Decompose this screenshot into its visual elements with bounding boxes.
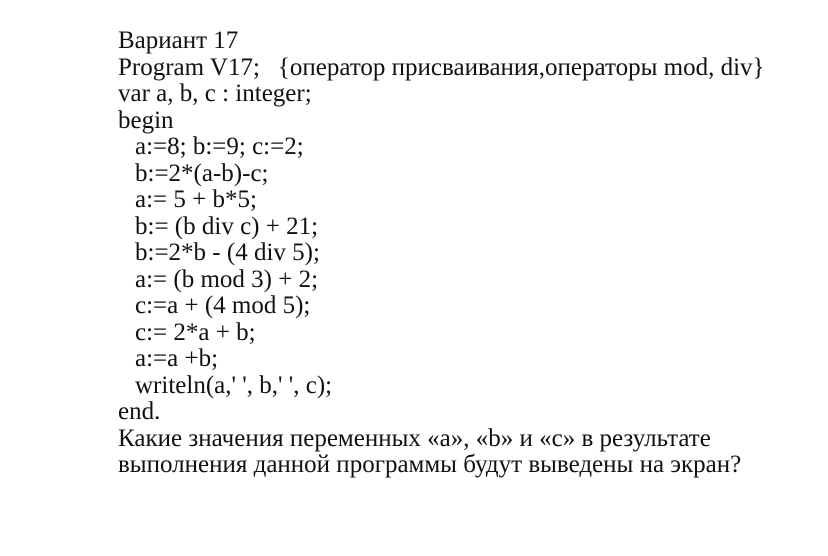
code-line: a:= 5 + b*5; [135,186,257,213]
question-line: выполнения данной программы будут выведены на экран? [118,451,742,478]
code-line: writeln(a,' ', b,' ', c); [135,371,333,399]
code-line: a:= (b mod 3) + 2; [135,265,319,293]
code-line: c:=a + (4 mod 5); [135,292,311,319]
code-line: b:= (b div c) + 21; [135,212,319,240]
code-line: b:=2*b - (4 div 5); [135,239,320,266]
question-line: Какие значения переменных «a», «b» и «c» в результате [118,424,711,452]
code-line: a:=8; b:=9; c:=2; [135,133,304,160]
program-comment: {оператор присваивания,операторы mod, div} [277,53,765,81]
program-header-line [118,55,818,82]
begin-keyword: begin [118,106,174,134]
code-line: a:=a +b; [135,345,219,372]
program-statement: Program V17; [118,53,260,81]
variant-title: Вариант 17 [118,27,239,54]
code-line: c:= 2*a + b; [135,318,256,346]
document [118,28,818,479]
var-declaration: var a, b, c : integer; [118,80,312,107]
end-keyword: end. [118,398,161,425]
code-line: b:=2*(a-b)-c; [135,159,269,187]
